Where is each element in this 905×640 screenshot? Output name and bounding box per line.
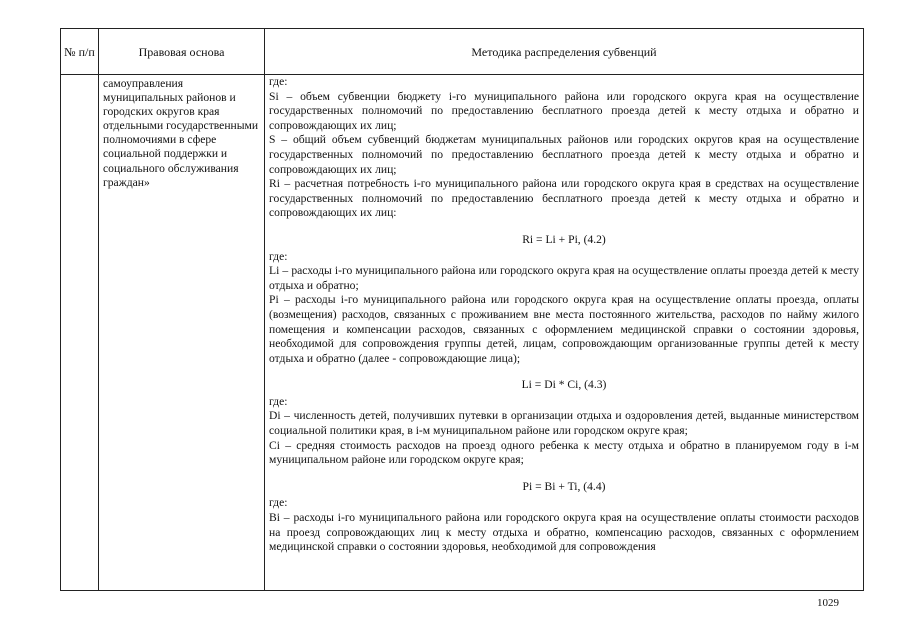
formula-line: Li = Di * Ci, (4.3) [521, 378, 607, 392]
subvention-table [60, 28, 864, 591]
formula-line: Pi = Bi + Ti, (4.4) [522, 479, 606, 493]
method-paragraph: где: [269, 394, 288, 408]
method-paragraph: Ci – средняя стоимость расходов на проезд одного ребенка к месту отдыха и обратно в планируемом году в i-м муниципальном районе или городском округе края; [269, 438, 859, 467]
method-paragraph: Ri – расчетная потребность i-го муниципального района или городского округа края в средствах на осуществление государственных полномочий по предоставлению бесплатного проезда детей к месту отдыха и обратно и сопровождающих их лиц: [269, 177, 859, 220]
header-method: Методика распределения субвенций [265, 29, 864, 75]
cell-method [265, 75, 864, 591]
method-paragraph: где: [269, 496, 288, 510]
method-paragraph: Di – численность детей, получивших путевки в организации отдыха и оздоровления детей, выданные министерством социальной политики края, в i-м муниципальном районе или городском округе края; [269, 409, 859, 438]
method-paragraph: Bi – расходы i-го муниципального района или городского округа края на осуществление оплаты стоимости расходов на проезд сопровождающих лиц к месту отдыха и обратно, компенсацию расходов, связанных с оформлением медицинской справки о состоянии здоровья, необходимой для сопровождения [269, 511, 859, 554]
page-number: 1029 [817, 597, 839, 609]
method-paragraph: Pi – расходы i-го муниципального района или городского округа края на осуществление оплаты проезда, оплаты (возмещения) расходов, связанных с проживанием вне места постоянного жительства, расходов по найму жилого помещения и компенсации расходов, связанных с оформлением медицинской справки о состоянии здоровья, необходимой для сопровождения группы детей, лицам, сопровождающим организованные группы детей к месту отдыха и обратно (далее - сопровождающие лица); [269, 293, 859, 365]
header-number: № п/п [61, 29, 99, 75]
method-paragraph: где: [269, 75, 288, 88]
cell-legal-basis: самоуправления муниципальных районов и городских округов края отдельными государственными полномочиями в сфере социальной поддержки и социального обслуживания граждан» [99, 75, 265, 591]
table-row [61, 75, 864, 591]
method-paragraph: где: [269, 249, 288, 263]
header-legal-basis: Правовая основа [99, 29, 265, 75]
formula-line: Ri = Li + Pi, (4.2) [522, 232, 606, 246]
method-paragraph: Si – объем субвенции бюджету i-го муниципального района или городского округа края на осуществление государственных полномочий по предоставлению бесплатного проезда детей к месту отдыха и обратно и сопровождающих их лиц; [269, 89, 859, 132]
table-header-row [61, 29, 864, 75]
method-paragraph: S – общий объем субвенций бюджетам муниципальных районов или городских округов края на осуществление государственных полномочий по предоставлению бесплатного проезда детей к месту отдыха и обратно и сопровождающих их лиц; [269, 133, 859, 176]
cell-number [61, 75, 99, 591]
method-paragraph: Li – расходы i-го муниципального района или городского округа края на осуществление оплаты проезда детей к месту отдыха и обратно; [269, 264, 859, 292]
method-text [265, 75, 863, 590]
